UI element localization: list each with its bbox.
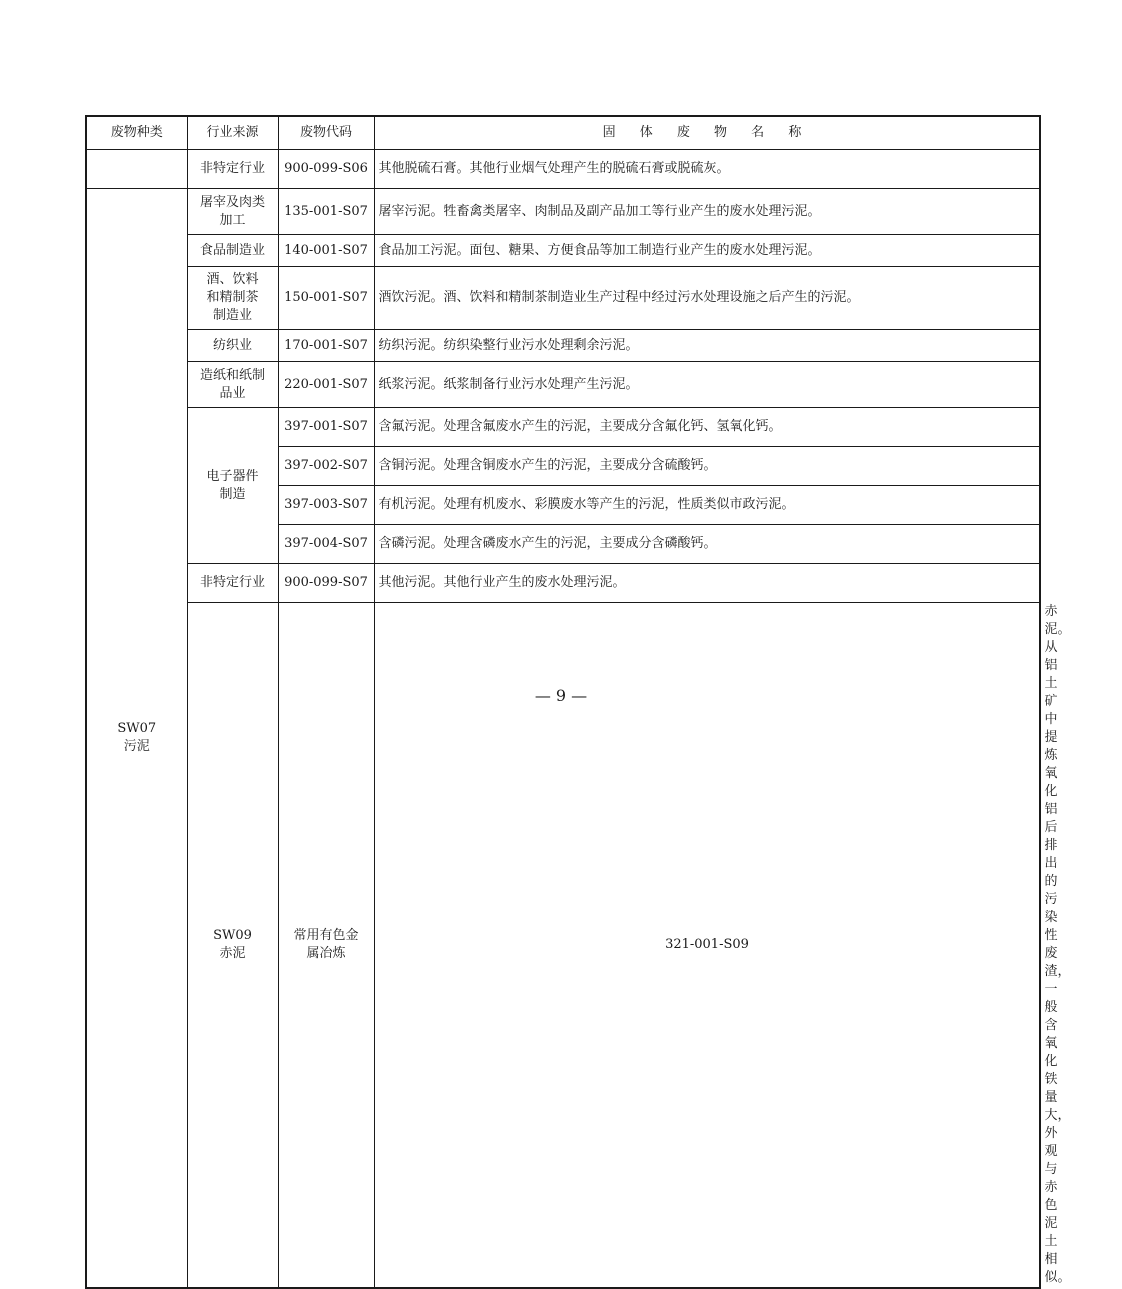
waste-code-cell: 900-099-S07 [278, 564, 374, 603]
page-number: — 9 — [534, 686, 588, 705]
waste-code-cell: 397-002-S07 [278, 447, 374, 486]
category-code: SW09 [213, 928, 252, 943]
waste-description-cell: 屠宰污泥。牲畜禽类屠宰、肉制品及副产品加工等行业产生的废水处理污泥。 [374, 189, 1040, 235]
waste-code-cell: 397-004-S07 [278, 525, 374, 564]
industry-line: 屠宰及肉类 [199, 194, 265, 210]
industry-cell: 纺织业 [187, 330, 278, 362]
waste-code-cell: 321-001-S09 [374, 603, 1040, 1289]
waste-description-cell: 其他污泥。其他行业产生的废水处理污泥。 [374, 564, 1040, 603]
industry-line: 酒、饮料 [206, 272, 259, 287]
industry-cell [187, 189, 278, 235]
header-waste-category: 废物种类 [86, 116, 187, 150]
waste-code-cell: 900-099-S06 [278, 150, 374, 189]
table-row [86, 267, 1040, 330]
table-header-row [86, 116, 1040, 150]
category-name: 赤泥 [219, 946, 246, 961]
industry-line: 制造 [219, 486, 246, 502]
category-cell-sw09 [187, 603, 278, 1289]
table-row [86, 150, 1040, 189]
table-row [86, 235, 1040, 267]
industry-line: 电子器件 [206, 468, 259, 484]
category-name: 污泥 [123, 739, 150, 754]
table-row [86, 362, 1040, 408]
category-cell-sw07 [86, 189, 187, 1289]
table-row [86, 564, 1040, 603]
industry-cell [187, 408, 278, 564]
industry-cell: 非特定行业 [187, 564, 278, 603]
waste-description-cell: 食品加工污泥。面包、糖果、方便食品等加工制造行业产生的废水处理污泥。 [374, 235, 1040, 267]
industry-line: 品业 [219, 385, 246, 401]
table-row [86, 330, 1040, 362]
header-waste-code: 废物代码 [278, 116, 374, 150]
header-industry-source: 行业来源 [187, 116, 278, 150]
waste-description-cell: 纺织污泥。纺织染整行业污水处理剩余污泥。 [374, 330, 1040, 362]
waste-code-cell: 220-001-S07 [278, 362, 374, 408]
industry-line: 常用有色金 [293, 928, 359, 943]
industry-line: 制造业 [212, 308, 252, 323]
category-code: SW07 [117, 721, 157, 736]
industry-line: 属冶炼 [306, 946, 346, 961]
waste-code-cell: 397-001-S07 [278, 408, 374, 447]
industry-cell [278, 603, 374, 1289]
waste-description-cell: 含磷污泥。处理含磷废水产生的污泥，主要成分含磷酸钙。 [374, 525, 1040, 564]
waste-description-cell: 含氟污泥。处理含氟废水产生的污泥，主要成分含氟化钙、氢氧化钙。 [374, 408, 1040, 447]
waste-code-cell: 397-003-S07 [278, 486, 374, 525]
waste-description-cell: 酒饮污泥。酒、饮料和精制茶制造业生产过程中经过污水处理设施之后产生的污泥。 [374, 267, 1040, 330]
table-row [86, 189, 1040, 235]
waste-code-cell: 150-001-S07 [278, 267, 374, 330]
waste-code-cell: 170-001-S07 [278, 330, 374, 362]
table-row: SW09 赤泥 常用有色金 属冶炼 321-001-S09 赤泥。从铝土矿中提炼氧化铝后排出的污染性废渣，一般含氧化铁量大，外观与赤色泥土相似。 [86, 603, 1040, 1289]
waste-code-cell: 140-001-S07 [278, 235, 374, 267]
industry-cell [187, 267, 278, 330]
industry-line: 造纸和纸制 [199, 367, 265, 383]
header-waste-name: 固 体 废 物 名 称 [374, 116, 1040, 150]
waste-description-cell: 纸浆污泥。纸浆制备行业污水处理产生污泥。 [374, 362, 1040, 408]
waste-description-cell: 有机污泥。处理有机废水、彩膜废水等产生的污泥，性质类似市政污泥。 [374, 486, 1040, 525]
industry-cell: 非特定行业 [187, 150, 278, 189]
industry-cell: 食品制造业 [187, 235, 278, 267]
industry-line: 加工 [219, 212, 246, 228]
waste-description-cell: 其他脱硫石膏。其他行业烟气处理产生的脱硫石膏或脱硫灰。 [374, 150, 1040, 189]
category-cell-empty [86, 150, 187, 189]
industry-cell [187, 362, 278, 408]
industry-line: 和精制茶 [206, 290, 259, 305]
table-row [86, 408, 1040, 447]
waste-code-cell: 135-001-S07 [278, 189, 374, 235]
waste-description-cell: 含铜污泥。处理含铜废水产生的污泥，主要成分含硫酸钙。 [374, 447, 1040, 486]
